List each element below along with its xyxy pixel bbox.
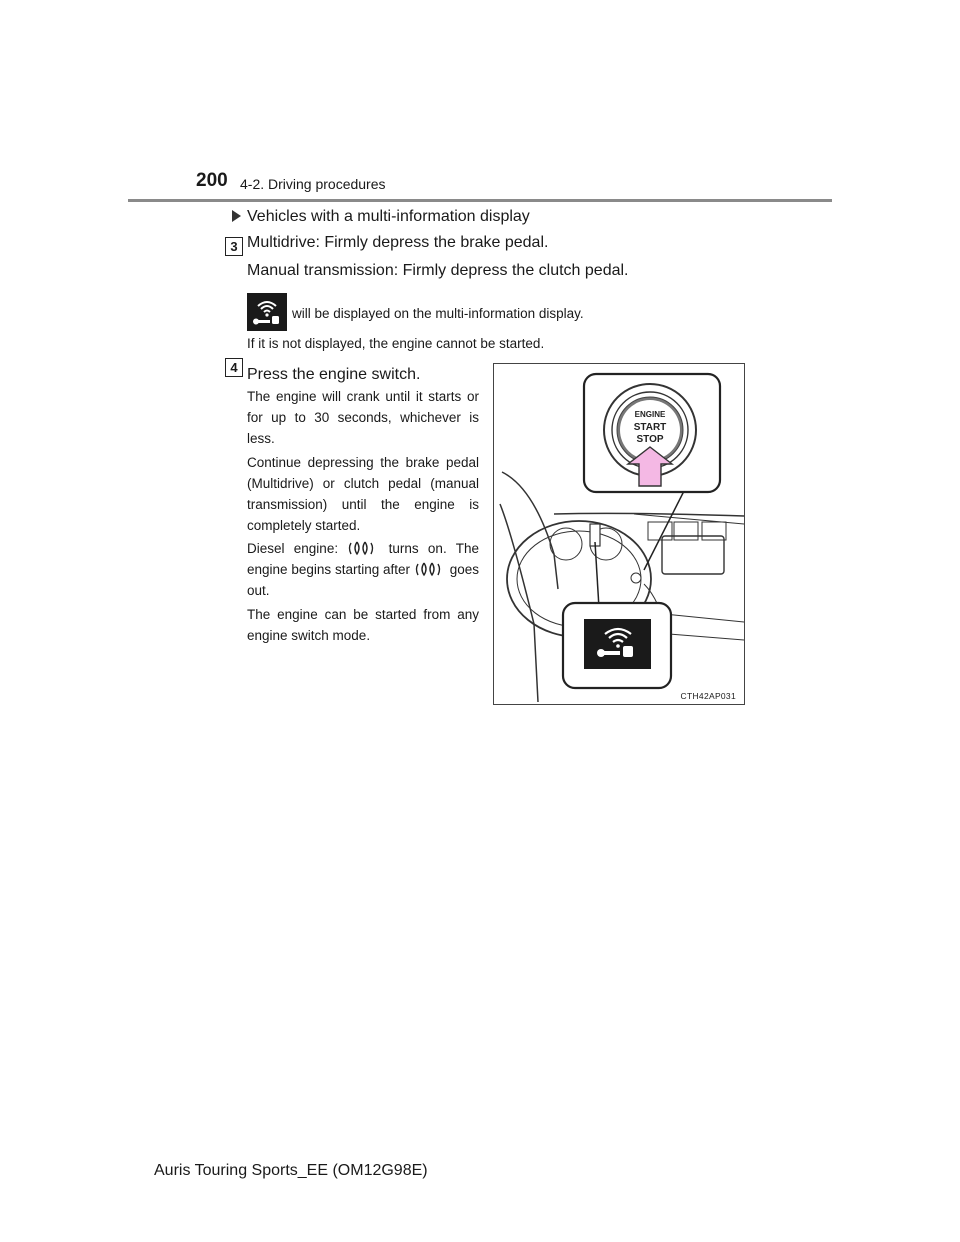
triangle-bullet-icon bbox=[232, 210, 241, 222]
glow-plug-indicator-icon bbox=[414, 561, 446, 577]
step-4-paragraph-3 bbox=[247, 538, 479, 601]
step-4-paragraph-2: Continue depressing the brake pedal (Multidrive) or clutch pedal (manual transmission) until the engine is completely started. bbox=[247, 455, 479, 533]
footer-model: Auris Touring Sports_EE (OM12G98E) bbox=[154, 1162, 428, 1179]
step-3-line-2: Manual transmission: Firmly depress the clutch pedal. bbox=[247, 262, 629, 279]
step-3-note-2: If it is not displayed, the engine cannot be started. bbox=[247, 336, 545, 351]
section-title: 4-2. Driving procedures bbox=[240, 176, 386, 192]
dashboard-illustration bbox=[494, 364, 744, 704]
step-4-paragraph-1: The engine will crank until it starts or for up to 30 seconds, whichever is less. bbox=[247, 389, 479, 446]
button-label-stop: STOP bbox=[636, 434, 664, 445]
page-number: 200 bbox=[196, 170, 228, 191]
figure-code: CTH42AP031 bbox=[680, 691, 736, 701]
glow-plug-indicator-icon bbox=[347, 540, 379, 556]
key-reminder-indicator-icon bbox=[247, 293, 287, 331]
diesel-prefix: Diesel engine: bbox=[247, 541, 339, 556]
step-3-badge: 3 bbox=[225, 237, 243, 256]
button-label-engine: ENGINE bbox=[634, 410, 666, 419]
diesel-suffix: goes out. bbox=[247, 562, 479, 598]
step-4-title: Press the engine switch. bbox=[247, 366, 421, 383]
step-4-paragraph-4: The engine can be started from any engine switch mode. bbox=[247, 607, 479, 643]
vehicles-condition bbox=[232, 208, 530, 226]
vehicles-condition-text: Vehicles with a multi-information display bbox=[247, 208, 530, 225]
step-3-note-1: will be displayed on the multi-information display. bbox=[292, 306, 584, 321]
button-label-start: START bbox=[633, 422, 667, 433]
header-rule bbox=[128, 199, 832, 202]
diesel-middle: turns on. The engine begins starting after bbox=[247, 541, 479, 577]
step-3-line-1: Multidrive: Firmly depress the brake pedal. bbox=[247, 234, 549, 251]
engine-switch-figure bbox=[493, 363, 745, 705]
step-4-badge: 4 bbox=[225, 358, 243, 377]
